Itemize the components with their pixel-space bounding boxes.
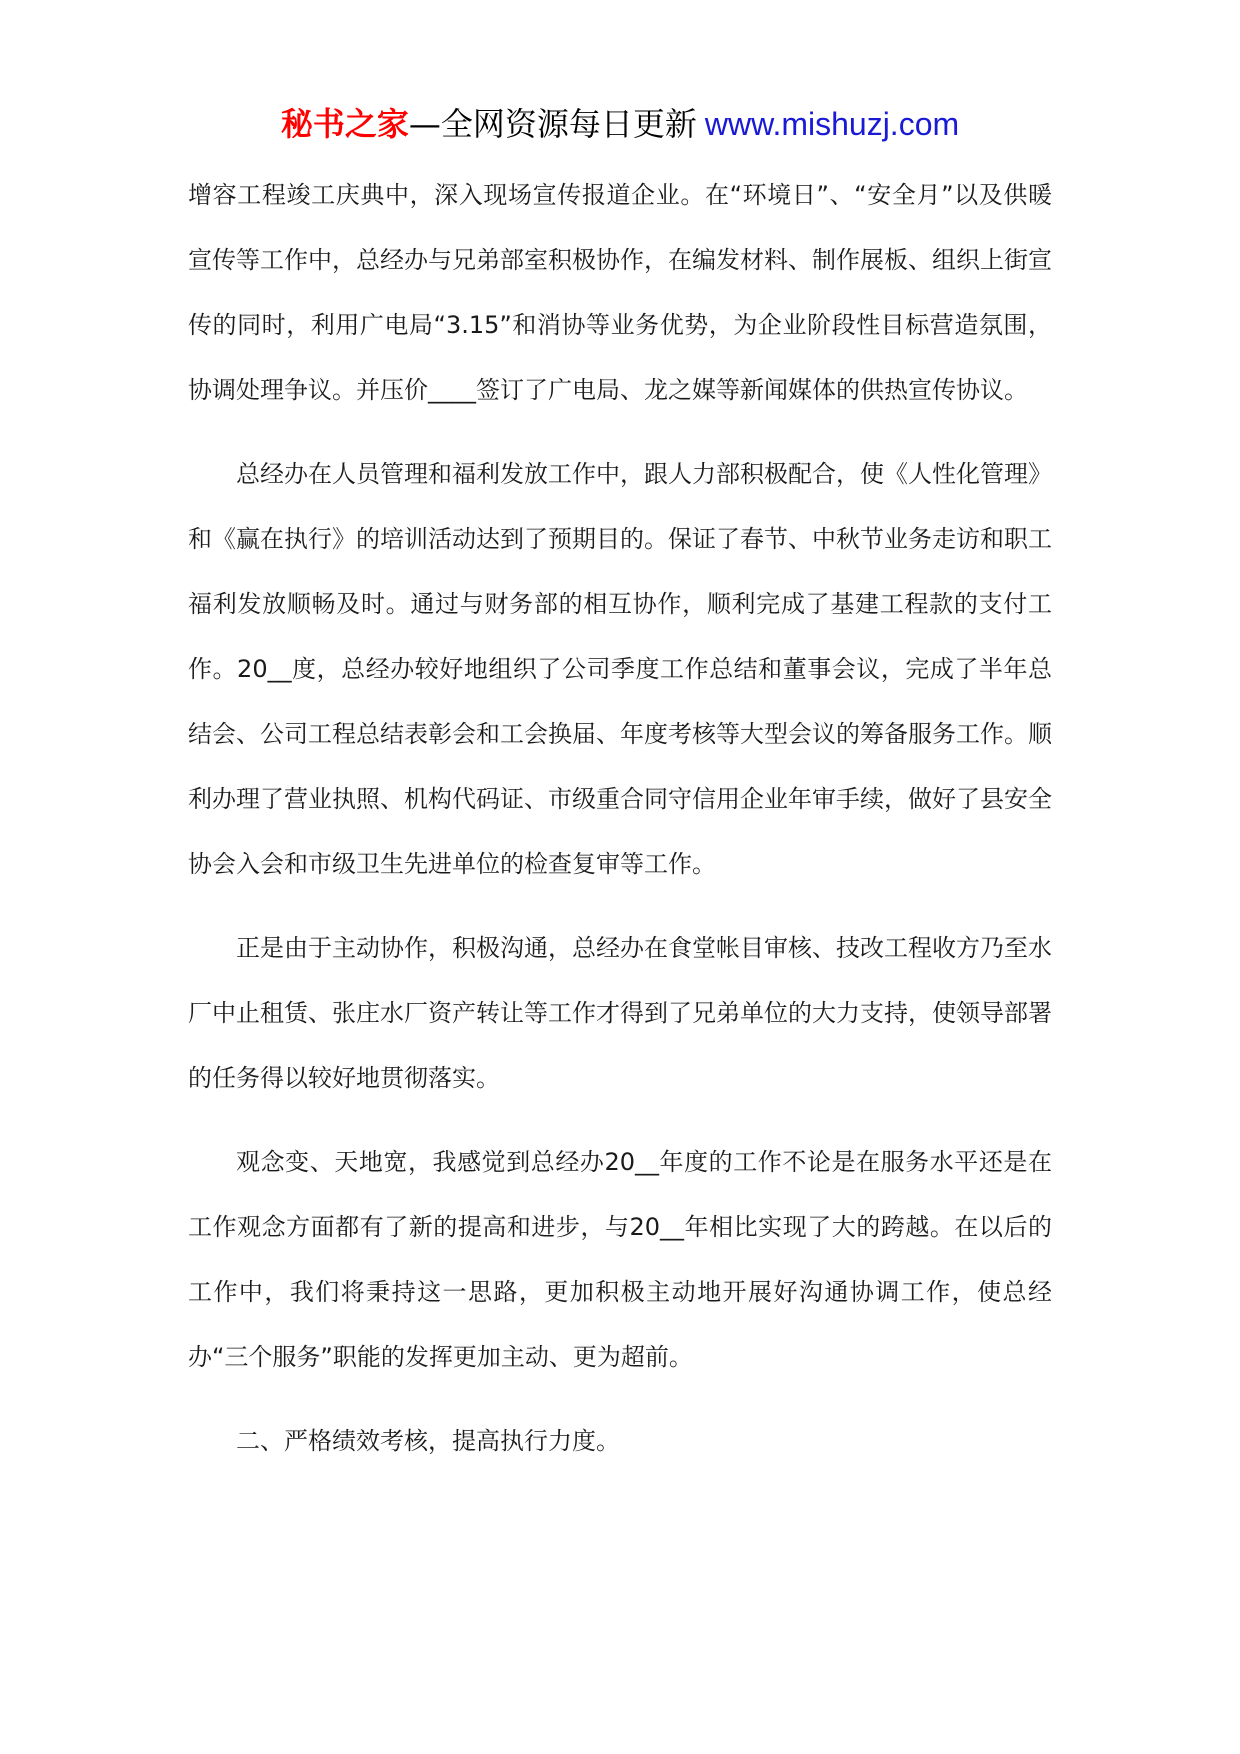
paragraph-cooperation: 正是由于主动协作，积极沟通，总经办在食堂帐目审核、技改工程收方乃至水厂中止租赁、张庄水厂资产转让等工作才得到了兄弟单位的大力支持，使领导部署的任务得以较好地贯彻落实。 [188, 934, 1052, 1092]
brand-name: 秘书之家 [280, 105, 409, 143]
page-header [0, 100, 1240, 148]
site-url-link[interactable]: www.mishuzj.com [704, 106, 960, 142]
document-body [188, 163, 1052, 1493]
paragraph-continuation: 增容工程竣工庆典中，深入现场宣传报道企业。在“环境日”、“安全月”以及供暖宣传等工作中，总经办与兄弟部室积极协作，在编发材料、制作展板、组织上街宣传的同时，利用广电局“3.15”和消协等业务优势，为企业阶段性目标营造氛围，协调处理争议。并压价____签订了广电局、龙之媒等新闻媒体的供热宣传协议。 [188, 181, 1052, 404]
paragraph-concept-change: 观念变、天地宽，我感觉到总经办20__年度的工作不论是在服务水平还是在工作观念方面都有了新的提高和进步，与20__年相比实现了大的跨越。在以后的工作中，我们将秉持这一思路，更加积极主动地开展好沟通协调工作，使总经办“三个服务”职能的发挥更加主动、更为超前。 [188, 1148, 1052, 1371]
header-tagline: —全网资源每日更新 [408, 105, 697, 143]
paragraph-personnel-management: 总经办在人员管理和福利发放工作中，跟人力部积极配合，使《人性化管理》和《赢在执行》的培训活动达到了预期目的。保证了春节、中秋节业务走访和职工福利发放顺畅及时。通过与财务部的相互协作，顺利完成了基建工程款的支付工作。20__度，总经办较好地组织了公司季度工作总结和董事会议，完成了半年总结会、公司工程总结表彰会和工会换届、年度考核等大型会议的筹备服务工作。顺利办理了营业执照、机构代码证、市级重合同守信用企业年审手续，做好了县安全协会入会和市级卫生先进单位的检查复审等工作。 [188, 460, 1052, 878]
section-heading-performance: 二、严格绩效考核，提高执行力度。 [236, 1427, 620, 1455]
